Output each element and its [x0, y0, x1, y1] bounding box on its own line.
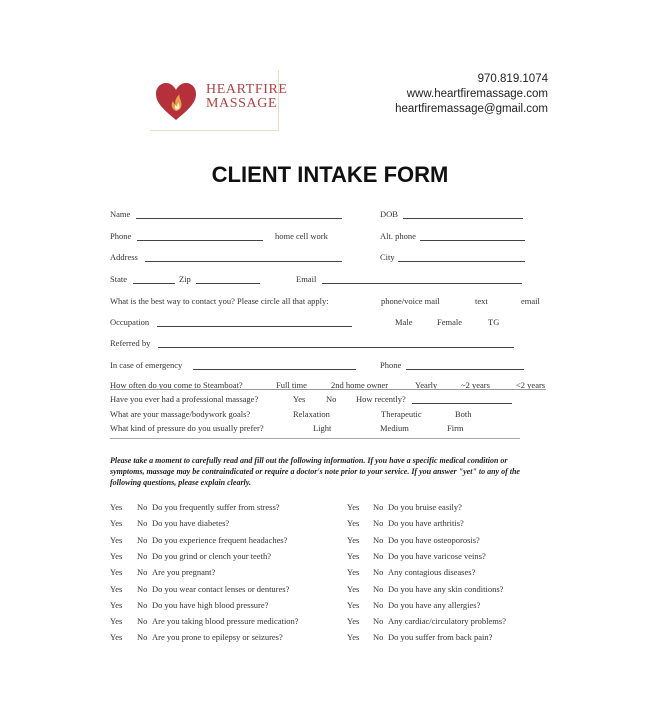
emergency-field[interactable] — [193, 369, 356, 370]
steamboat-opt-lt2[interactable]: <2 years — [516, 380, 546, 390]
dob-label: DOB — [380, 209, 398, 219]
answer-no[interactable]: No — [137, 616, 148, 627]
answer-no[interactable]: No — [373, 567, 384, 578]
question-text: Do you grind or clench your teeth? — [152, 550, 271, 561]
question-text: Are you taking blood pressure medication? — [152, 616, 299, 627]
city-label: City — [380, 252, 395, 262]
steamboat-opt-approx2[interactable]: ~2 years — [461, 380, 490, 390]
form-title: CLIENT INTAKE FORM — [211, 162, 449, 187]
steamboat-opt-yearly[interactable]: Yearly — [415, 380, 438, 390]
steamboat-opt-full[interactable]: Full time — [276, 380, 307, 390]
zip-label: Zip — [179, 274, 191, 284]
answer-yes[interactable]: Yes — [347, 583, 360, 594]
emergency-phone-label: Phone — [380, 360, 402, 370]
answer-yes[interactable]: Yes — [347, 550, 360, 561]
answer-yes[interactable]: Yes — [347, 616, 360, 627]
phone-type-options[interactable]: home cell work — [275, 231, 328, 241]
alt-phone-field[interactable] — [420, 240, 525, 241]
logo-line2: MASSAGE — [206, 96, 278, 111]
answer-no[interactable]: No — [373, 632, 384, 643]
name-label: Name — [110, 209, 131, 219]
answer-yes[interactable]: Yes — [110, 567, 123, 578]
steamboat-opt-2nd[interactable]: 2nd home owner — [331, 380, 389, 390]
answer-yes[interactable]: Yes — [347, 599, 360, 610]
answer-no[interactable]: No — [137, 518, 148, 529]
recently-field[interactable] — [412, 403, 512, 404]
contact-website[interactable]: www.heartfiremassage.com — [406, 88, 548, 100]
question-text: Are you prone to epilepsy or seizures? — [152, 632, 283, 643]
city-field[interactable] — [398, 261, 525, 262]
question-text: Any contagious diseases? — [388, 567, 476, 578]
emergency-phone-field[interactable] — [406, 369, 524, 370]
contact-opt-text[interactable]: text — [475, 296, 488, 306]
contact-block — [395, 72, 548, 117]
answer-yes[interactable]: Yes — [347, 567, 360, 578]
section-divider — [110, 438, 520, 439]
emergency-label: In case of emergency — [110, 360, 183, 370]
answer-yes[interactable]: Yes — [347, 502, 360, 512]
question-text: Any cardiac/circulatory problems? — [388, 616, 507, 627]
occupation-label: Occupation — [110, 317, 150, 327]
contact-phone: 970.819.1074 — [477, 73, 548, 85]
question-text: Do you suffer from back pain? — [388, 632, 493, 643]
answer-no[interactable]: No — [373, 599, 384, 610]
answer-no[interactable]: No — [137, 632, 148, 643]
gender-male[interactable]: Male — [395, 317, 413, 327]
question-text: Do you have high blood pressure? — [152, 599, 269, 610]
pressure-firm[interactable]: Firm — [447, 423, 464, 433]
pressure-medium[interactable]: Medium — [380, 423, 409, 433]
contact-question: What is the best way to contact you? Please circle all that apply: — [110, 296, 329, 306]
pressure-light[interactable]: Light — [313, 423, 332, 433]
answer-yes[interactable]: Yes — [347, 534, 360, 545]
answer-yes[interactable]: Yes — [110, 616, 123, 627]
question-text: Do you have osteoporosis? — [388, 534, 480, 545]
heart-flame-icon — [154, 80, 198, 124]
answer-no[interactable]: No — [373, 534, 384, 545]
state-field[interactable] — [133, 283, 175, 284]
answer-yes[interactable]: Yes — [110, 534, 123, 545]
referred-label: Referred by — [110, 338, 151, 348]
goals-question: What are your massage/bodywork goals? — [110, 409, 251, 419]
prof-yes[interactable]: Yes — [293, 394, 306, 404]
steamboat-underline — [110, 389, 546, 390]
answer-yes[interactable]: Yes — [110, 599, 123, 610]
question-text: Do you have any skin conditions? — [388, 583, 504, 594]
answer-no[interactable]: No — [373, 550, 384, 561]
dob-field[interactable] — [403, 218, 523, 219]
question-text: Do you have varicose veins? — [388, 550, 486, 561]
recently-label: How recently? — [356, 394, 406, 404]
answer-no[interactable]: No — [137, 583, 148, 594]
answer-yes[interactable]: Yes — [110, 502, 123, 512]
answer-yes[interactable]: Yes — [110, 632, 123, 643]
alt-phone-label: Alt. phone — [380, 231, 416, 241]
email-field[interactable] — [322, 283, 522, 284]
question-text: Do you experience frequent headaches? — [152, 534, 288, 545]
question-text: Do you wear contact lenses or dentures? — [152, 583, 290, 594]
logo-line1: HEARTFIRE — [206, 82, 288, 97]
logo — [150, 70, 288, 132]
gender-tg[interactable]: TG — [488, 317, 500, 327]
answer-yes[interactable]: Yes — [347, 518, 360, 529]
answer-no[interactable]: No — [137, 534, 148, 545]
question-text: Do you have arthritis? — [388, 518, 464, 529]
answer-no[interactable]: No — [137, 599, 148, 610]
answer-no[interactable]: No — [137, 502, 148, 512]
goals-both[interactable]: Both — [455, 409, 472, 419]
question-text: Do you frequently suffer from stress? — [152, 502, 280, 512]
answer-yes[interactable]: Yes — [110, 550, 123, 561]
address-field[interactable] — [145, 261, 342, 262]
address-label: Address — [110, 252, 138, 262]
contact-opt-email[interactable]: email — [521, 296, 540, 306]
answer-no[interactable]: No — [373, 518, 384, 529]
question-text: Do you have diabetes? — [152, 518, 230, 529]
goals-therapeutic[interactable]: Therapeutic — [381, 409, 422, 419]
phone-label: Phone — [110, 231, 132, 241]
answer-yes[interactable]: Yes — [110, 518, 123, 529]
phone-field[interactable] — [137, 240, 263, 241]
question-text: Are you pregnant? — [152, 567, 216, 578]
prof-no[interactable]: No — [326, 394, 337, 404]
prof-question: Have you ever had a professional massage? — [110, 394, 259, 404]
answer-yes[interactable]: Yes — [110, 583, 123, 594]
name-field[interactable] — [136, 218, 342, 219]
contact-email[interactable]: heartfiremassage@gmail.com — [395, 103, 548, 115]
answer-yes[interactable]: Yes — [347, 632, 360, 643]
answer-no[interactable]: No — [137, 550, 148, 561]
steamboat-question: How often do you come to Steamboat? — [110, 380, 243, 390]
instructions: Please take a moment to carefully read and fill out the following information. If you have a specific medical condition or symptoms, massage may be contraindicated or require a doctor's note prior to your service. If you answer "yet" to any of the following questions, please explain clearly. — [110, 456, 520, 487]
answer-no[interactable]: No — [373, 502, 384, 512]
question-text: Do you have any allergies? — [388, 599, 481, 610]
contact-opt-phone[interactable]: phone/voice mail — [381, 296, 440, 306]
email-label: Email — [296, 274, 317, 284]
zip-field[interactable] — [196, 283, 260, 284]
occupation-field[interactable] — [157, 326, 352, 327]
referred-field[interactable] — [158, 347, 514, 348]
gender-female[interactable]: Female — [437, 317, 463, 327]
goals-relaxation[interactable]: Relaxation — [293, 409, 330, 419]
state-label: State — [110, 274, 127, 284]
answer-no[interactable]: No — [373, 583, 384, 594]
answer-no[interactable]: No — [137, 567, 148, 578]
logo-text — [206, 83, 288, 111]
pressure-question: What kind of pressure do you usually prefer? — [110, 423, 264, 433]
question-text: Do you bruise easily? — [388, 502, 462, 512]
answer-no[interactable]: No — [373, 616, 384, 627]
